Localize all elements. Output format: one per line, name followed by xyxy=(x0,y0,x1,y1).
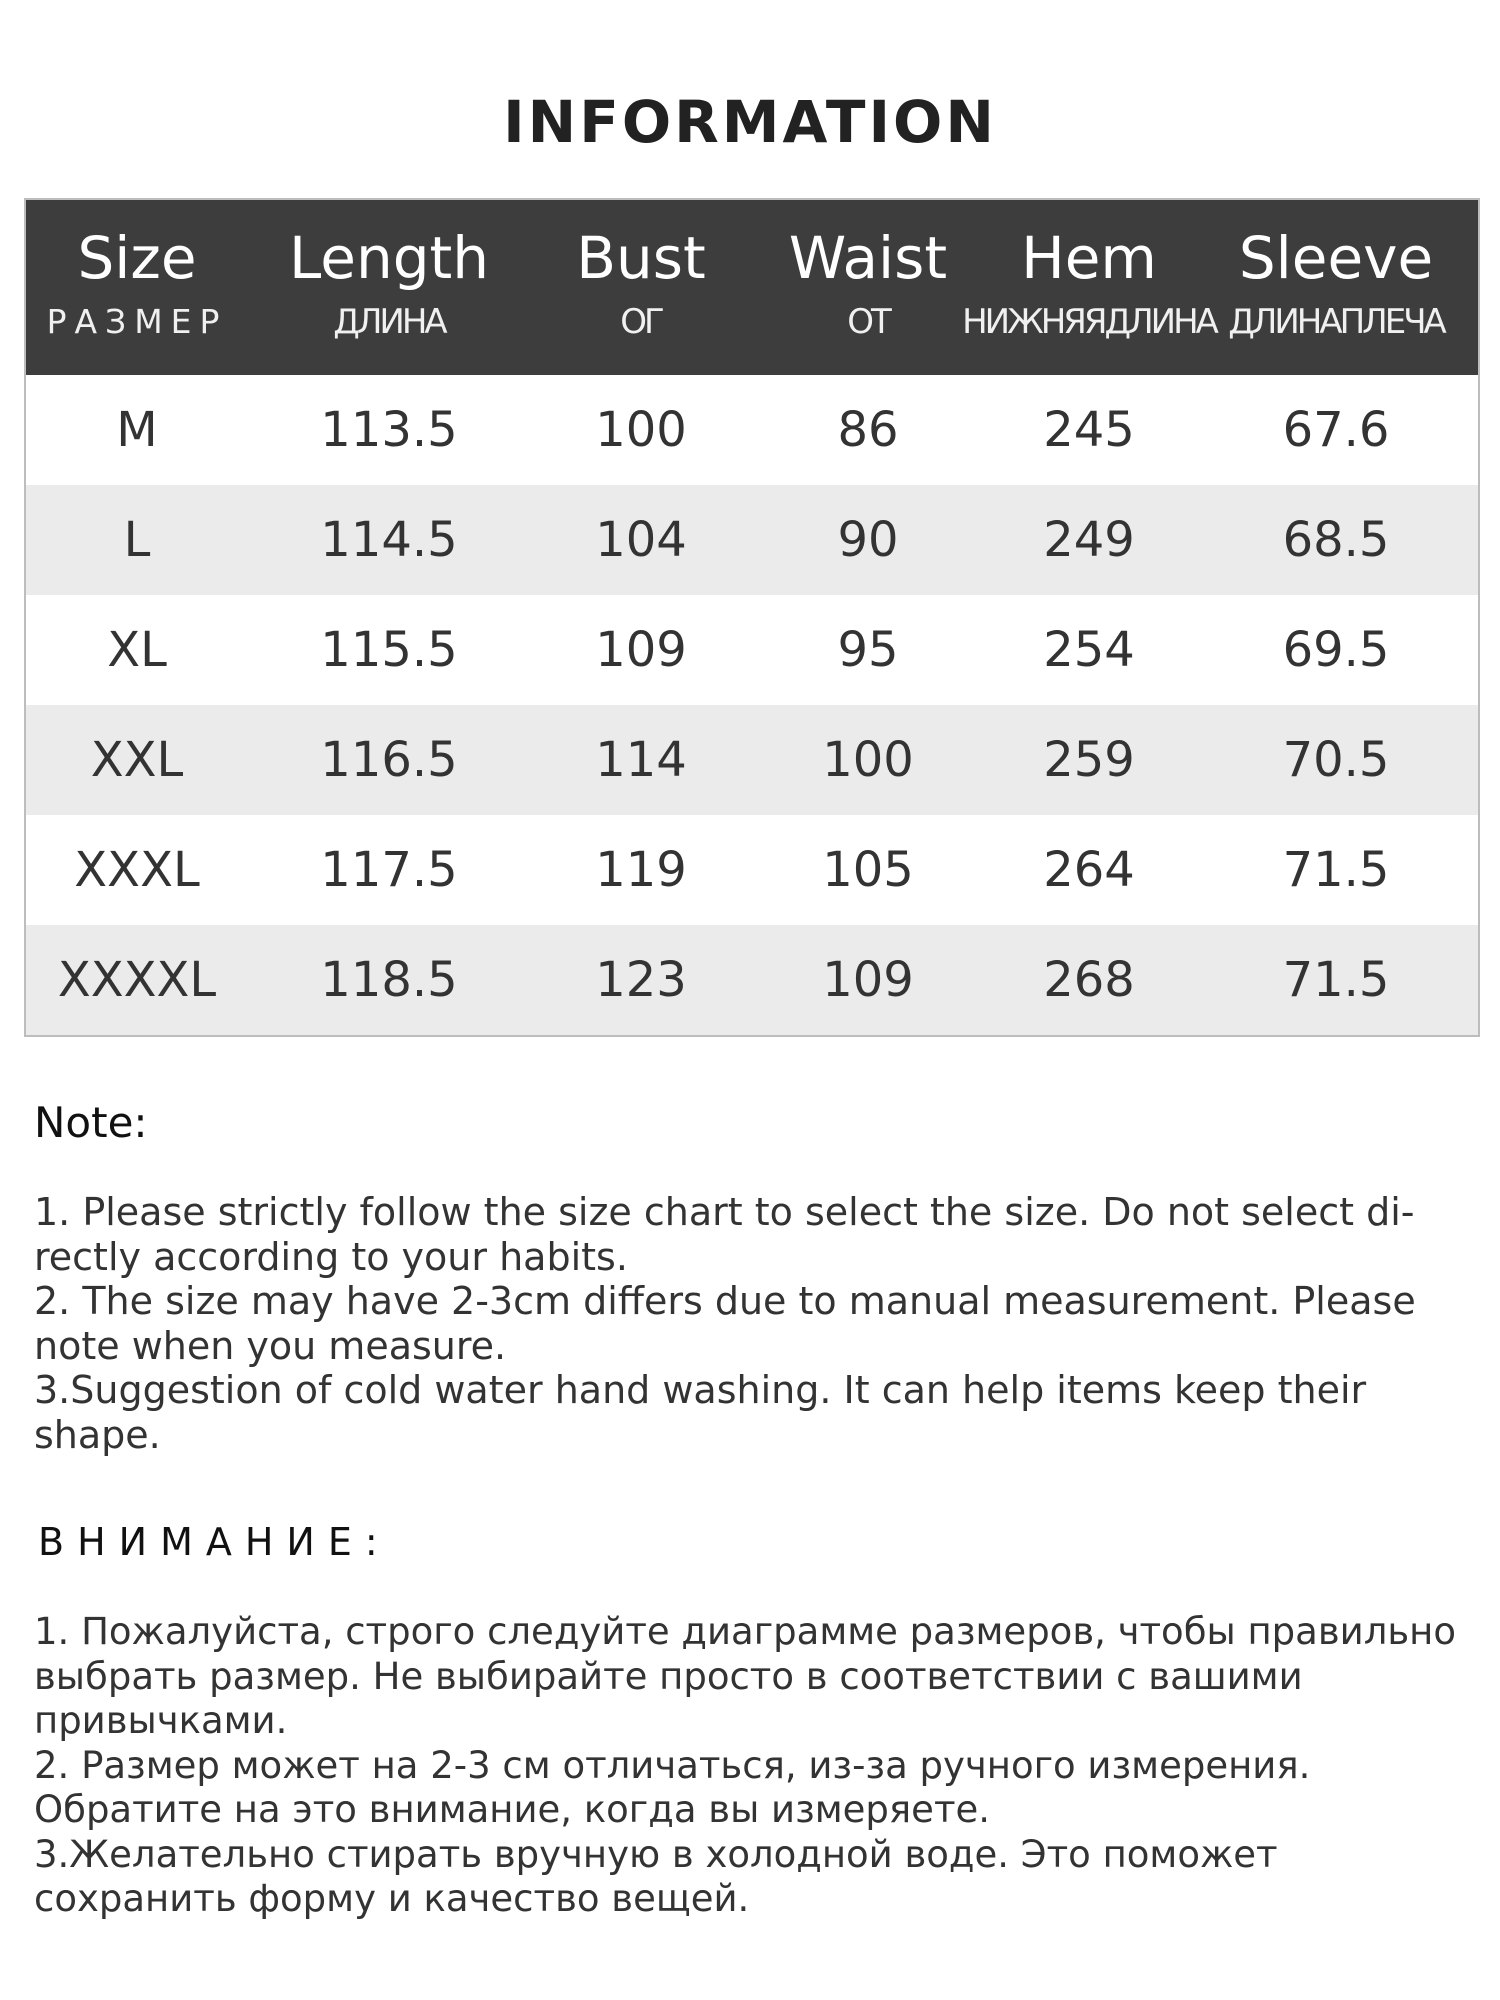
header-label-ru: ДЛИНА xyxy=(333,301,445,342)
size-chart-table xyxy=(24,198,1480,1037)
ru-note-list xyxy=(34,1610,1474,1922)
cell-sleeve: 67.6 xyxy=(1282,402,1390,458)
note-item: 3.Suggestion of cold water hand washing. It can help items keep their shape. xyxy=(34,1368,1367,1457)
table-row xyxy=(26,595,1478,705)
cell-length: 118.5 xyxy=(320,952,458,1008)
header-label-ru: НИЖНЯЯДЛИНА xyxy=(962,301,1216,342)
note-item: 2. The size may have 2-3cm differs due to manual measurement. Please note when you measure. xyxy=(34,1279,1416,1368)
cell-waist: 95 xyxy=(837,622,899,678)
table-header xyxy=(26,200,1478,375)
cell-hem: 268 xyxy=(1043,952,1135,1008)
cell-sleeve: 71.5 xyxy=(1282,842,1390,898)
cell-waist: 109 xyxy=(822,952,914,1008)
header-label-ru: ДЛИНАПЛЕЧА xyxy=(1228,301,1444,342)
header-label-ru: ОТ xyxy=(847,301,889,342)
cell-waist: 100 xyxy=(822,732,914,788)
ru-note-item: 2. Размер может на 2-3 см отличаться, из-за ручного измерения. Обратите на это внимание, когда вы измеряете. xyxy=(34,1743,1311,1831)
page-title: INFORMATION xyxy=(503,88,997,156)
header-label-ru: РАЗМЕР xyxy=(46,301,228,341)
cell-bust: 104 xyxy=(595,512,687,568)
table-row xyxy=(26,925,1478,1035)
cell-hem: 259 xyxy=(1043,732,1135,788)
cell-length: 113.5 xyxy=(320,402,458,458)
table-row xyxy=(26,485,1478,595)
ru-note-item: 1. Пожалуйста, строго следуйте диаграмме размеров, чтобы правильно выбрать размер. Не выбирайте просто в соответствии с вашими привычками. xyxy=(34,1610,1456,1742)
header-label-ru: ОГ xyxy=(620,301,662,342)
cell-bust: 109 xyxy=(595,622,687,678)
cell-length: 115.5 xyxy=(320,622,458,678)
header-label-en: Size xyxy=(77,224,197,292)
cell-waist: 90 xyxy=(837,512,899,568)
cell-hem: 249 xyxy=(1043,512,1135,568)
cell-size: XL xyxy=(107,622,167,678)
cell-waist: 86 xyxy=(837,402,899,458)
cell-length: 114.5 xyxy=(320,512,458,568)
cell-hem: 245 xyxy=(1043,402,1135,458)
cell-sleeve: 70.5 xyxy=(1282,732,1390,788)
note-heading: Note: xyxy=(34,1098,148,1147)
cell-waist: 105 xyxy=(822,842,914,898)
cell-size: XXXXL xyxy=(57,952,217,1008)
cell-hem: 264 xyxy=(1043,842,1135,898)
ru-note-heading: ВНИМАНИЕ: xyxy=(38,1520,391,1564)
note-list xyxy=(34,1190,1464,1457)
cell-bust: 100 xyxy=(595,402,687,458)
header-size xyxy=(26,200,248,375)
header-sleeve xyxy=(1194,200,1478,375)
cell-bust: 114 xyxy=(595,732,687,788)
header-label-en: Waist xyxy=(788,224,948,292)
header-label-en: Bust xyxy=(576,224,706,292)
cell-size: XXXL xyxy=(74,842,200,898)
cell-length: 117.5 xyxy=(320,842,458,898)
header-bust xyxy=(530,200,752,375)
table-row xyxy=(26,705,1478,815)
cell-bust: 123 xyxy=(595,952,687,1008)
table-row xyxy=(26,815,1478,925)
header-waist xyxy=(752,200,984,375)
table-row xyxy=(26,375,1478,485)
cell-size: L xyxy=(123,512,151,568)
cell-length: 116.5 xyxy=(320,732,458,788)
cell-sleeve: 71.5 xyxy=(1282,952,1390,1008)
cell-size: M xyxy=(116,402,158,458)
cell-size: XXL xyxy=(90,732,184,788)
ru-note-item: 3.Желательно стирать вручную в холодной воде. Это поможет сохранить форму и качество вещей. xyxy=(34,1832,1278,1920)
header-label-en: Sleeve xyxy=(1238,224,1434,292)
header-label-en: Hem xyxy=(1021,224,1157,292)
cell-sleeve: 68.5 xyxy=(1282,512,1390,568)
note-item: 1. Please strictly follow the size chart to select the size. Do not select di-rectly according to your habits. xyxy=(34,1190,1415,1279)
header-length xyxy=(248,200,530,375)
cell-sleeve: 69.5 xyxy=(1282,622,1390,678)
cell-hem: 254 xyxy=(1043,622,1135,678)
header-label-en: Length xyxy=(288,224,490,292)
cell-bust: 119 xyxy=(595,842,687,898)
header-hem xyxy=(962,200,1216,375)
